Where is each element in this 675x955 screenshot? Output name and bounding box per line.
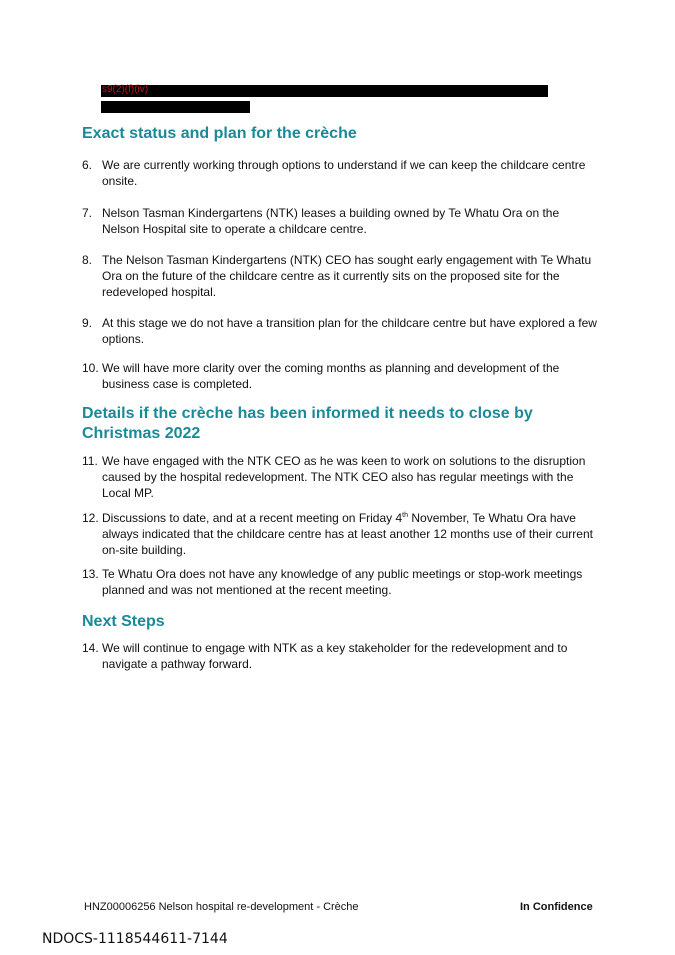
- item-text: The Nelson Tasman Kindergartens (NTK) CEO has sought early engagement with Te Whatu Ora on the future of the childcare centre as it currently sits on the proposed site for the redeveloped hospital.: [102, 253, 592, 299]
- item-number: 14.: [82, 641, 99, 655]
- list-item-8: [82, 253, 598, 300]
- section-heading-informed: Details if the crèche has been informed it needs to close by Christmas 2022: [82, 405, 533, 442]
- list-item-13: [82, 567, 598, 599]
- item-number: 11.: [82, 454, 98, 468]
- section-heading-status: Exact status and plan for the crèche: [82, 125, 357, 142]
- item-text-part-b: November, Te Whatu Ora have always indicated that the childcare centre has at least another 12 months use of their current on-site building.: [102, 511, 593, 557]
- item-number: 6.: [82, 158, 93, 172]
- redaction-code: s9(2)(f)(iv): [102, 84, 149, 95]
- item-text: We have engaged with the NTK CEO as he was keen to work on solutions to the disruption caused by the hospital redevelopment. The NTK CEO also has regular meetings with the Local MP.: [102, 454, 586, 500]
- item-text: [102, 511, 598, 558]
- item-number: 7.: [82, 206, 93, 220]
- item-text: At this stage we do not have a transition plan for the childcare centre but have explored a few options.: [102, 316, 597, 346]
- document-id: NDOCS-1118544611-7144: [42, 931, 228, 947]
- list-item-9: [82, 316, 598, 348]
- list-item-10: [82, 361, 598, 393]
- item-text: We will continue to engage with NTK as a key stakeholder for the redevelopment and to navigate a pathway forward.: [102, 641, 568, 671]
- item-number: 12.: [82, 511, 99, 525]
- footer-document-title: HNZ00006256 Nelson hospital re-development - Crèche: [84, 901, 359, 913]
- list-item-14: [82, 641, 598, 673]
- list-item-12: [82, 511, 598, 558]
- ordinal-suffix: th: [402, 512, 409, 519]
- redaction-bar: [101, 85, 548, 97]
- section-heading-next-steps: Next Steps: [82, 613, 165, 630]
- list-item-11: [82, 454, 598, 501]
- footer-classification: In Confidence: [520, 901, 593, 913]
- item-number: 13.: [82, 567, 99, 581]
- item-text: Te Whatu Ora does not have any knowledge of any public meetings or stop-work meetings planned and was not mentioned at the recent meeting.: [102, 567, 583, 597]
- item-text: We will have more clarity over the coming months as planning and development of the business case is completed.: [102, 361, 560, 391]
- item-text: We are currently working through options to understand if we can keep the childcare centre onsite.: [102, 158, 586, 188]
- item-number: 9.: [82, 316, 93, 330]
- list-item-7: [82, 206, 598, 238]
- redaction-bar-short: [101, 101, 250, 113]
- item-text: Nelson Tasman Kindergartens (NTK) leases a building owned by Te Whatu Ora on the Nelson Hospital site to operate a childcare centre.: [102, 206, 560, 236]
- list-item-6: [82, 158, 598, 190]
- item-number: 10.: [82, 361, 99, 375]
- item-number: 8.: [82, 253, 93, 267]
- item-text-part-a: Discussions to date, and at a recent meeting on Friday 4: [102, 511, 403, 525]
